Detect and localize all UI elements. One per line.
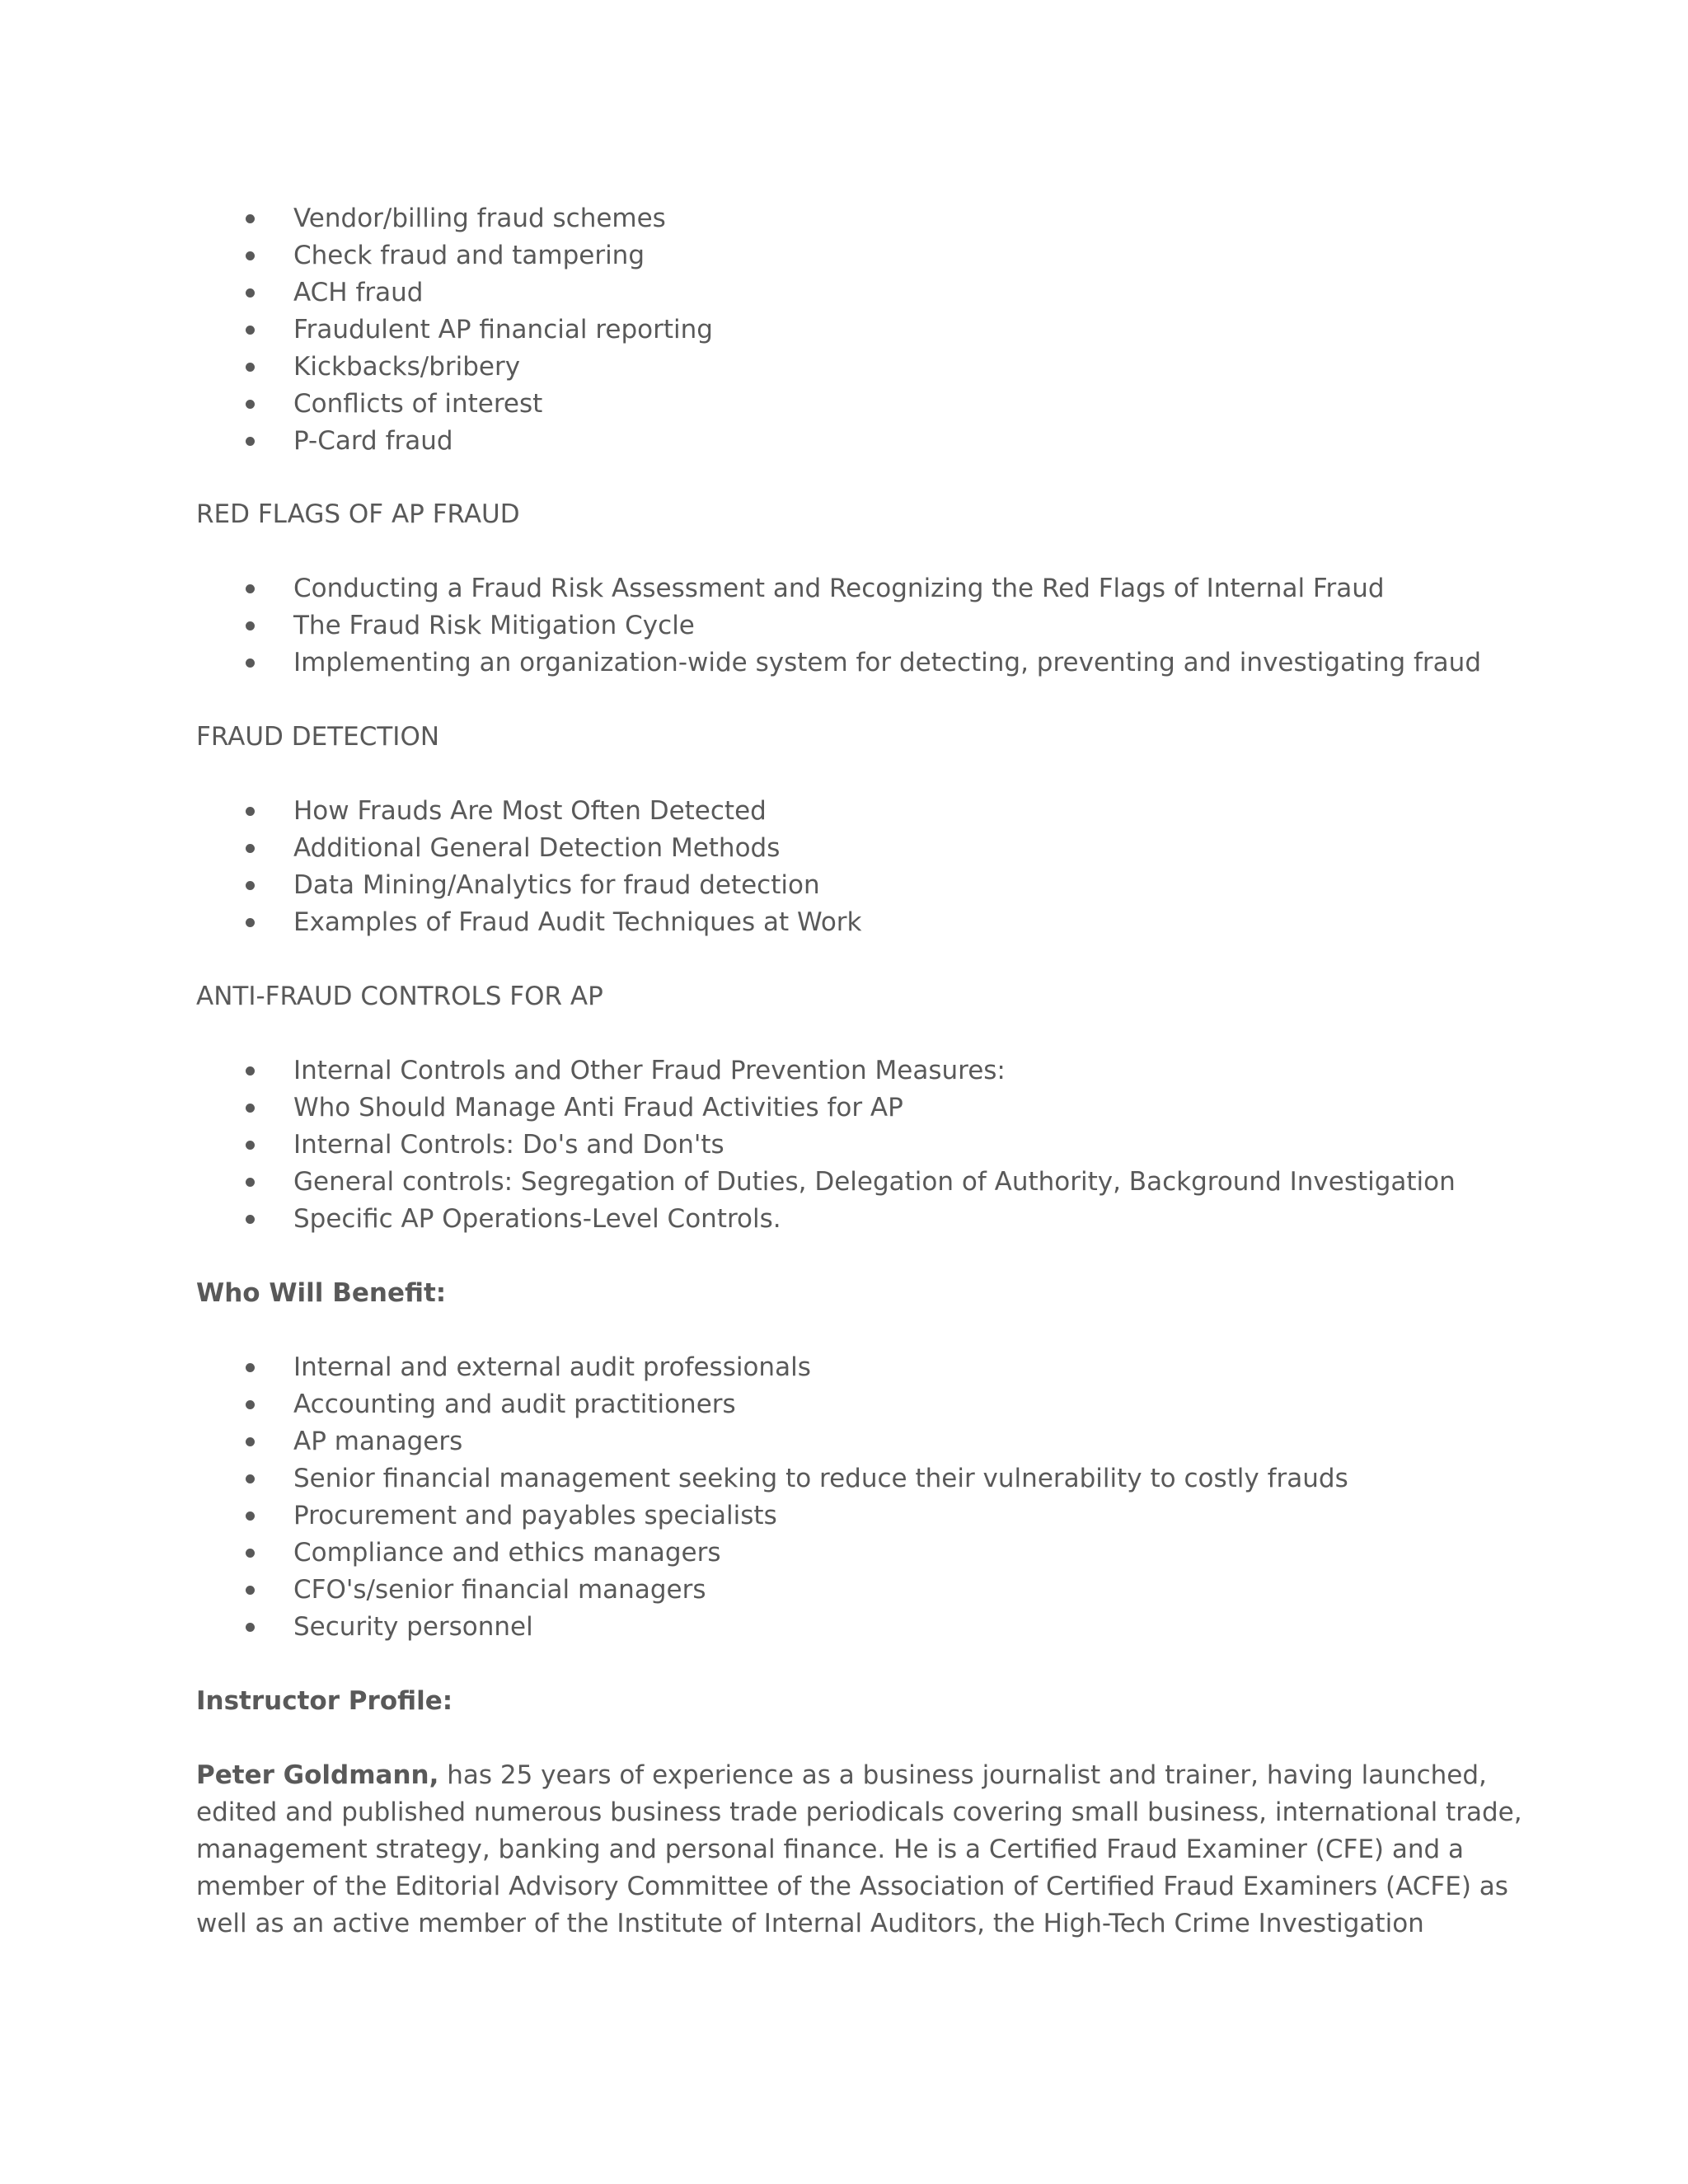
red-flags-list	[196, 570, 1481, 682]
list-item: Security personnel	[196, 1609, 1348, 1646]
bullet-icon	[246, 807, 255, 816]
list-item: How Frauds Are Most Often Detected	[196, 793, 861, 830]
bullet-icon	[246, 1066, 255, 1076]
list-item: Kickbacks/bribery	[196, 349, 713, 386]
list-item: The Fraud Risk Mitigation Cycle	[196, 607, 1481, 644]
list-item: AP managers	[196, 1423, 1348, 1460]
bio-line: well as an active member of the Institute of Internal Auditors, the High-Tech Crime Investigation	[196, 1909, 1424, 1938]
bullet-icon	[246, 1215, 255, 1224]
bullet-icon	[246, 584, 255, 593]
bullet-icon	[246, 1104, 255, 1113]
list-item: Senior financial management seeking to reduce their vulnerability to costly frauds	[196, 1460, 1348, 1497]
bio-line: edited and published numerous business trade periodicals covering small business, international trade,	[196, 1797, 1522, 1827]
section-heading-red-flags: RED FLAGS OF AP FRAUD	[196, 499, 520, 529]
benefit-list	[196, 1349, 1348, 1646]
bullet-icon	[246, 881, 255, 890]
bullet-icon	[246, 918, 255, 927]
list-item: Who Should Manage Anti Fraud Activities for AP	[196, 1090, 1456, 1127]
bullet-icon	[246, 251, 255, 260]
list-item: Accounting and audit practitioners	[196, 1386, 1348, 1423]
list-item: Data Mining/Analytics for fraud detection	[196, 867, 861, 904]
fraud-schemes-list	[196, 200, 713, 460]
list-item: Fraudulent AP financial reporting	[196, 312, 713, 349]
section-heading-anti-fraud: ANTI-FRAUD CONTROLS FOR AP	[196, 982, 603, 1011]
bullet-icon	[246, 437, 255, 446]
bullet-icon	[246, 326, 255, 335]
list-item: Internal Controls and Other Fraud Prevention Measures:	[196, 1052, 1456, 1090]
bullet-icon	[246, 1474, 255, 1483]
list-item: Internal Controls: Do's and Don'ts	[196, 1127, 1456, 1164]
list-item: P-Card fraud	[196, 423, 713, 460]
list-item: Vendor/billing fraud schemes	[196, 200, 713, 237]
bullet-icon	[246, 658, 255, 668]
bullet-icon	[246, 363, 255, 372]
bullet-icon	[246, 1623, 255, 1632]
bullet-icon	[246, 1178, 255, 1187]
list-item: ACH fraud	[196, 274, 713, 312]
bullet-icon	[246, 400, 255, 409]
bullet-icon	[246, 1549, 255, 1558]
list-item: Compliance and ethics managers	[196, 1535, 1348, 1572]
anti-fraud-list	[196, 1052, 1456, 1238]
instructor-name: Peter Goldmann,	[196, 1760, 439, 1790]
section-heading-fraud-detection: FRAUD DETECTION	[196, 722, 440, 752]
fraud-detection-list	[196, 793, 861, 941]
bullet-icon	[246, 1400, 255, 1409]
list-item: Implementing an organization-wide system for detecting, preventing and investigating fraud	[196, 644, 1481, 682]
section-heading-instructor-profile: Instructor Profile:	[196, 1686, 453, 1716]
bullet-icon	[246, 844, 255, 853]
bullet-icon	[246, 1586, 255, 1595]
bullet-icon	[246, 1437, 255, 1446]
bullet-icon	[246, 621, 255, 630]
bullet-icon	[246, 1511, 255, 1521]
list-item: Procurement and payables specialists	[196, 1497, 1348, 1535]
bio-line: Peter Goldmann, has 25 years of experience as a business journalist and trainer, having launched,	[196, 1760, 1487, 1790]
list-item: Check fraud and tampering	[196, 237, 713, 274]
bullet-icon	[246, 1363, 255, 1372]
list-item: General controls: Segregation of Duties, Delegation of Authority, Background Investigation	[196, 1164, 1456, 1201]
bullet-icon	[246, 288, 255, 298]
bio-line: management strategy, banking and personal finance. He is a Certified Fraud Examiner (CFE) and a	[196, 1835, 1465, 1864]
list-item: Conducting a Fraud Risk Assessment and Recognizing the Red Flags of Internal Fraud	[196, 570, 1481, 607]
bullet-icon	[246, 214, 255, 223]
bio-line: member of the Editorial Advisory Committee of the Association of Certified Fraud Examiners (ACFE) as	[196, 1872, 1508, 1901]
list-item: Internal and external audit professionals	[196, 1349, 1348, 1386]
list-item: Additional General Detection Methods	[196, 830, 861, 867]
list-item: Conflicts of interest	[196, 386, 713, 423]
list-item: Examples of Fraud Audit Techniques at Work	[196, 904, 861, 941]
list-item: CFO's/senior financial managers	[196, 1572, 1348, 1609]
list-item: Specific AP Operations-Level Controls.	[196, 1201, 1456, 1238]
bullet-icon	[246, 1141, 255, 1150]
section-heading-who-will-benefit: Who Will Benefit:	[196, 1278, 447, 1308]
instructor-bio	[196, 1757, 1522, 1943]
